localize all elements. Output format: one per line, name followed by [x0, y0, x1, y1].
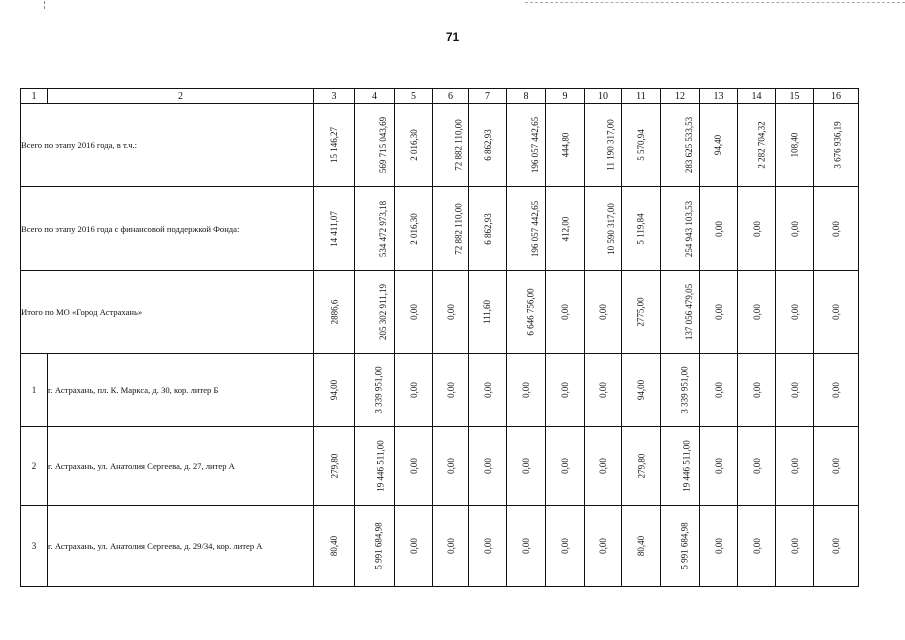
value-cell [355, 187, 395, 271]
data-table [20, 88, 859, 587]
value-cell [395, 187, 433, 271]
value-cell [433, 427, 469, 506]
cell-value: 5 570,94 [636, 129, 646, 161]
value-cell [314, 271, 355, 354]
cell-value: 3 339 951,00 [679, 366, 690, 414]
cell-value: 15 146,27 [329, 127, 339, 163]
value-cell [622, 187, 661, 271]
value-cell [433, 271, 469, 354]
cell-value: 72 882 110,00 [453, 202, 464, 255]
cell-value: 0,00 [751, 304, 762, 320]
cell-value: 0,00 [445, 382, 456, 398]
cell-value: 0,00 [713, 304, 724, 320]
cell-value: 0,00 [482, 538, 493, 554]
value-cell [814, 427, 859, 506]
value-cell [814, 271, 859, 354]
value-cell [622, 354, 661, 427]
cell-value: 0,00 [408, 382, 419, 398]
cell-value: 0,00 [789, 220, 800, 237]
cell-value: 10 590 317,00 [605, 202, 616, 255]
value-cell [507, 187, 546, 271]
header-cell: 14 [738, 89, 776, 104]
cell-value: 0,00 [598, 458, 608, 474]
cell-value: 205 302 911,19 [377, 284, 388, 340]
value-cell [776, 187, 814, 271]
value-cell [433, 104, 469, 187]
value-cell [469, 187, 507, 271]
cell-value: 5 991 684,98 [373, 522, 384, 570]
header-cell: 16 [814, 89, 859, 104]
value-cell [814, 506, 859, 587]
table-row [21, 427, 859, 506]
header-cell: 1 [21, 89, 48, 104]
cell-value: 0,00 [789, 382, 800, 398]
header-cell: 2 [48, 89, 314, 104]
cell-value: 0,00 [751, 382, 762, 398]
summary-row [21, 187, 859, 271]
cell-value: 0,00 [560, 458, 570, 474]
header-cell: 4 [355, 89, 395, 104]
cell-value: 0,00 [789, 304, 800, 320]
cell-value: 3 339 951,00 [373, 366, 384, 414]
cell-value: 80,40 [636, 535, 646, 557]
value-cell [395, 427, 433, 506]
cell-value: 14 411,07 [328, 210, 339, 247]
header-cell: 13 [700, 89, 738, 104]
value-cell [546, 271, 585, 354]
value-cell [738, 104, 776, 187]
value-cell [469, 104, 507, 187]
value-cell [661, 187, 700, 271]
cell-value: 94,00 [329, 379, 339, 401]
value-cell [661, 104, 700, 187]
cell-value: 6 646 756,00 [525, 288, 536, 336]
cell-value: 5 991 684,98 [679, 522, 690, 570]
cell-value: 0,00 [445, 538, 456, 554]
value-cell [738, 354, 776, 427]
value-cell [546, 506, 585, 587]
summary-label: Всего по этапу 2016 года с финансовой поддержкой Фонда: [21, 187, 314, 271]
value-cell [314, 427, 355, 506]
cell-value: 0,00 [751, 220, 762, 237]
cell-value: 0,00 [751, 538, 762, 554]
cell-value: 19 446 511,00 [681, 440, 692, 492]
value-cell [355, 506, 395, 587]
row-number: 3 [21, 506, 48, 587]
value-cell [622, 271, 661, 354]
header-cell: 12 [661, 89, 700, 104]
row-number: 2 [21, 427, 48, 506]
cell-value: 0,00 [521, 538, 531, 554]
value-cell [469, 427, 507, 506]
cell-value: 0,00 [408, 538, 419, 554]
cell-value: 534 472 973,18 [378, 200, 389, 257]
value-cell [507, 271, 546, 354]
value-cell [738, 506, 776, 587]
cell-value: 94,40 [713, 134, 724, 156]
value-cell [776, 271, 814, 354]
value-cell [546, 104, 585, 187]
value-cell [355, 104, 395, 187]
cell-value: 0,00 [831, 304, 841, 320]
scan-edge-line [525, 2, 905, 3]
header-cell: 3 [314, 89, 355, 104]
cell-value: 72 882 110,00 [453, 119, 464, 171]
cell-value: 0,00 [831, 220, 841, 237]
cell-value: 2775,00 [636, 297, 646, 327]
cell-value: 0,00 [789, 458, 800, 474]
summary-row [21, 104, 859, 187]
cell-value: 0,00 [521, 382, 531, 398]
value-cell [469, 271, 507, 354]
header-cell: 15 [776, 89, 814, 104]
value-cell [776, 354, 814, 427]
value-cell [700, 271, 738, 354]
value-cell [661, 354, 700, 427]
header-cell: 11 [622, 89, 661, 104]
cell-value: 6 862,93 [482, 212, 493, 245]
value-cell [814, 104, 859, 187]
value-cell [700, 506, 738, 587]
value-cell [585, 427, 622, 506]
value-cell [585, 271, 622, 354]
value-cell [814, 187, 859, 271]
cell-value: 0,00 [521, 458, 531, 474]
page-number: 71 [445, 30, 460, 44]
cell-value: 196 057 442,65 [530, 200, 541, 257]
summary-label: Всего по этапу 2016 года, в т.ч.: [21, 104, 314, 187]
value-cell [395, 506, 433, 587]
value-cell [738, 271, 776, 354]
cell-value: 0,00 [713, 458, 724, 474]
header-cell: 5 [395, 89, 433, 104]
value-cell [700, 427, 738, 506]
value-cell [738, 187, 776, 271]
cell-value: 0,00 [408, 304, 419, 320]
value-cell [814, 354, 859, 427]
value-cell [661, 271, 700, 354]
value-cell [585, 104, 622, 187]
value-cell [622, 506, 661, 587]
value-cell [700, 354, 738, 427]
value-cell [314, 104, 355, 187]
cell-value: 0,00 [598, 382, 608, 398]
value-cell [314, 187, 355, 271]
cell-value: 0,00 [560, 304, 570, 320]
cell-value: 279,80 [329, 453, 339, 479]
summary-row [21, 271, 859, 354]
cell-value: 0,00 [598, 304, 608, 320]
value-cell [585, 187, 622, 271]
value-cell [507, 506, 546, 587]
cell-value: 0,00 [560, 382, 570, 398]
value-cell [395, 104, 433, 187]
cell-value: 412,00 [560, 216, 570, 241]
header-cell: 10 [585, 89, 622, 104]
header-cell: 7 [469, 89, 507, 104]
cell-value: 94,00 [636, 379, 646, 401]
scan-mark [44, 1, 48, 9]
value-cell [469, 354, 507, 427]
cell-value: 283 625 533,53 [684, 116, 695, 174]
header-cell: 8 [507, 89, 546, 104]
value-cell [622, 104, 661, 187]
cell-value: 11 190 317,00 [605, 119, 616, 171]
cell-value: 2886,6 [329, 299, 339, 325]
cell-value: 569 715 043,69 [378, 116, 389, 174]
cell-value: 444,80 [560, 132, 570, 158]
cell-value: 0,00 [713, 220, 724, 237]
cell-value: 0,00 [831, 382, 841, 398]
value-cell [355, 354, 395, 427]
value-cell [314, 506, 355, 587]
cell-value: 2 282 704,32 [756, 121, 767, 169]
address-cell: г. Астрахань, пл. К. Маркса, д. 30, кор. литер Б [48, 354, 314, 427]
value-cell [433, 506, 469, 587]
address-cell: г. Астрахань, ул. Анатолия Сергеева, д. 29/34, кор. литер А [48, 506, 314, 587]
value-cell [395, 354, 433, 427]
cell-value: 108,40 [789, 132, 800, 158]
value-cell [395, 271, 433, 354]
cell-value: 0,00 [751, 458, 762, 474]
value-cell [433, 187, 469, 271]
value-cell [738, 427, 776, 506]
cell-value: 0,00 [789, 538, 800, 554]
value-cell [776, 427, 814, 506]
value-cell [585, 506, 622, 587]
cell-value: 2 016,30 [408, 129, 419, 161]
cell-value: 0,00 [560, 538, 570, 554]
value-cell [700, 104, 738, 187]
value-cell [507, 354, 546, 427]
cell-value: 0,00 [445, 458, 456, 474]
cell-value: 0,00 [482, 458, 493, 474]
value-cell [546, 354, 585, 427]
cell-value: 0,00 [598, 538, 608, 554]
header-cell: 9 [546, 89, 585, 104]
cell-value: 2 016,30 [408, 212, 419, 245]
value-cell [700, 187, 738, 271]
value-cell [433, 354, 469, 427]
cell-value: 6 862,93 [482, 129, 493, 161]
value-cell [546, 427, 585, 506]
cell-value: 19 446 511,00 [375, 440, 386, 492]
value-cell [546, 187, 585, 271]
value-cell [585, 354, 622, 427]
cell-value: 254 943 103,53 [684, 200, 695, 257]
summary-label: Итого по МО «Город Астрахань» [21, 271, 314, 354]
value-cell [776, 104, 814, 187]
table-row [21, 506, 859, 587]
cell-value: 0,00 [831, 538, 841, 554]
value-cell [776, 506, 814, 587]
cell-value: 0,00 [445, 304, 456, 320]
value-cell [355, 427, 395, 506]
cell-value: 0,00 [831, 458, 841, 474]
cell-value: 3 676 936,19 [832, 121, 843, 169]
value-cell [314, 354, 355, 427]
header-row [21, 89, 859, 104]
row-number: 1 [21, 354, 48, 427]
address-cell: г. Астрахань, ул. Анатолия Сергеева, д. 27, литер А [48, 427, 314, 506]
cell-value: 137 056 479,05 [684, 283, 695, 341]
cell-value: 0,00 [713, 382, 724, 398]
header-cell: 6 [433, 89, 469, 104]
cell-value: 111,60 [482, 299, 493, 325]
cell-value: 5 119,84 [635, 212, 646, 245]
value-cell [469, 506, 507, 587]
value-cell [507, 427, 546, 506]
table-row [21, 354, 859, 427]
cell-value: 196 057 442,65 [530, 116, 541, 174]
value-cell [622, 427, 661, 506]
cell-value: 279,80 [636, 453, 646, 479]
cell-value: 0,00 [713, 538, 724, 554]
table-body [21, 89, 859, 587]
value-cell [661, 427, 700, 506]
cell-value: 80,40 [329, 535, 339, 557]
value-cell [355, 271, 395, 354]
cell-value: 0,00 [408, 458, 419, 474]
value-cell [661, 506, 700, 587]
value-cell [507, 104, 546, 187]
cell-value: 0,00 [482, 382, 493, 398]
